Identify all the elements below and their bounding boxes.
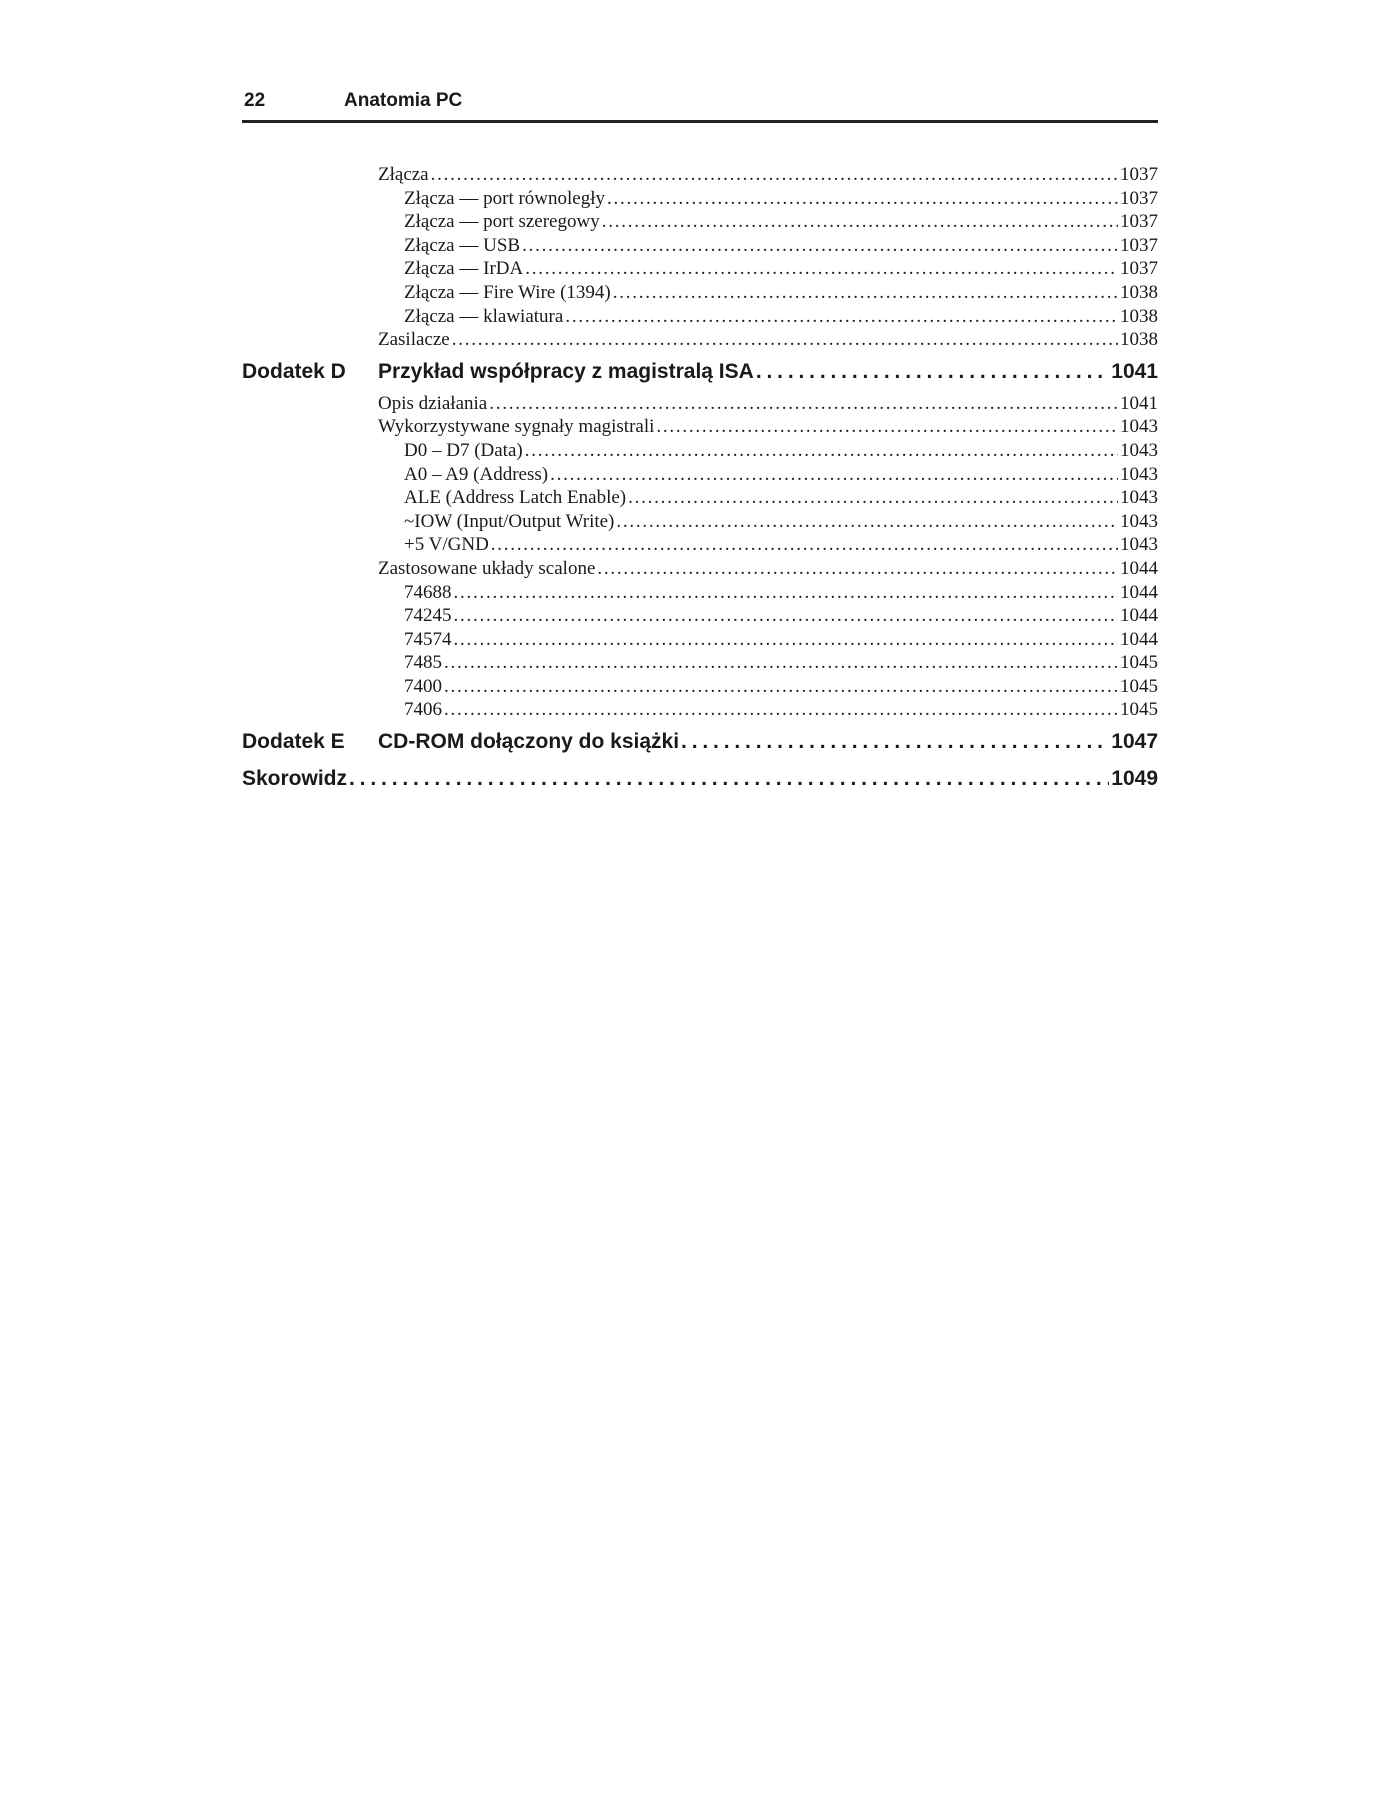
toc-index[interactable] xyxy=(242,762,1158,796)
toc-entry-page-number: 1043 xyxy=(1120,487,1158,509)
toc-entry-page-number: 1041 xyxy=(1120,392,1158,414)
toc-entry-page-number: 1043 xyxy=(1120,463,1158,485)
dot-leader xyxy=(454,604,1119,628)
dot-leader xyxy=(607,187,1118,211)
toc-entry-page-number: 1043 xyxy=(1120,510,1158,532)
toc-entry[interactable] xyxy=(378,328,1158,352)
toc-entry-title: 7400 xyxy=(404,675,442,697)
toc-appendix-e[interactable] xyxy=(242,722,1158,762)
toc-entry[interactable] xyxy=(378,392,1158,416)
dot-leader xyxy=(616,510,1118,534)
appendix-page-number: 1041 xyxy=(1111,359,1158,383)
toc-entry-page-number: 1038 xyxy=(1120,281,1158,303)
toc-entry-page-number: 1044 xyxy=(1120,628,1158,650)
appendix-title: Przykład współpracy z magistralą ISA xyxy=(378,359,754,383)
index-title: Skorowidz xyxy=(242,767,348,791)
toc-entry-title: Wykorzystywane sygnały magistrali xyxy=(378,416,655,438)
toc-entry[interactable] xyxy=(404,305,1158,329)
toc-entry-title: Złącza — IrDA xyxy=(404,258,524,280)
toc-entry-page-number: 1045 xyxy=(1120,699,1158,721)
toc-entry-page-number: 1037 xyxy=(1120,211,1158,233)
dot-leader xyxy=(349,762,1109,796)
toc-entry-title: Zastosowane układy scalone xyxy=(378,557,596,579)
toc-entry-title: Zasilacze xyxy=(378,329,450,351)
dot-leader xyxy=(525,257,1118,281)
dot-leader xyxy=(454,581,1119,605)
toc-entry-title: D0 – D7 (Data) xyxy=(404,439,523,461)
index-page-number: 1049 xyxy=(1111,767,1158,791)
toc-entry-title: 74688 xyxy=(404,581,452,603)
table-of-contents xyxy=(242,163,1158,796)
appendix-page-number: 1047 xyxy=(1111,730,1158,754)
toc-entry-page-number: 1043 xyxy=(1120,534,1158,556)
toc-entry[interactable] xyxy=(404,234,1158,258)
toc-entry-page-number: 1043 xyxy=(1120,416,1158,438)
toc-group-connectors xyxy=(242,163,1158,352)
dot-leader xyxy=(565,305,1118,329)
appendix-title: CD-ROM dołączony do książki xyxy=(378,730,680,754)
toc-entry[interactable] xyxy=(404,281,1158,305)
dot-leader xyxy=(613,281,1118,305)
toc-entry[interactable] xyxy=(404,257,1158,281)
toc-entry-page-number: 1044 xyxy=(1120,557,1158,579)
toc-entry-title: Złącza — USB xyxy=(404,234,521,256)
toc-group-isa xyxy=(242,392,1158,722)
page-number: 22 xyxy=(244,90,266,111)
appendix-label: Dodatek D xyxy=(242,359,346,383)
dot-leader xyxy=(489,392,1118,416)
toc-entry[interactable] xyxy=(404,675,1158,699)
toc-entry-page-number: 1037 xyxy=(1120,258,1158,280)
toc-entry[interactable] xyxy=(404,698,1158,722)
book-title: Anatomia PC xyxy=(344,90,463,111)
dot-leader xyxy=(525,439,1118,463)
toc-entry[interactable] xyxy=(404,187,1158,211)
toc-entry-page-number: 1045 xyxy=(1120,675,1158,697)
toc-entry-title: Złącza — port szeregowy xyxy=(404,211,600,233)
dot-leader xyxy=(491,533,1118,557)
toc-entry[interactable] xyxy=(404,486,1158,510)
toc-entry-title: A0 – A9 (Address) xyxy=(404,463,549,485)
toc-entry-title: +5 V/GND xyxy=(404,534,489,556)
toc-entry-page-number: 1043 xyxy=(1120,439,1158,461)
dot-leader xyxy=(550,463,1118,487)
toc-entry[interactable] xyxy=(378,163,1158,187)
toc-entry-title: ALE (Address Latch Enable) xyxy=(404,487,627,509)
toc-entry-page-number: 1037 xyxy=(1120,234,1158,256)
toc-entry[interactable] xyxy=(378,557,1158,581)
dot-leader xyxy=(597,557,1118,581)
toc-entry-page-number: 1037 xyxy=(1120,187,1158,209)
appendix-label: Dodatek E xyxy=(242,730,345,754)
toc-entry-title: Złącza — klawiatura xyxy=(404,305,564,327)
toc-entry-title: Opis działania xyxy=(378,392,488,414)
dot-leader xyxy=(444,651,1118,675)
toc-entry-page-number: 1037 xyxy=(1120,164,1158,185)
toc-entry-title: Złącza xyxy=(378,164,429,185)
dot-leader xyxy=(454,628,1119,652)
toc-entry-title: 74574 xyxy=(404,628,452,650)
running-header xyxy=(242,88,1158,123)
toc-entry-title: 74245 xyxy=(404,605,452,627)
toc-entry[interactable] xyxy=(404,604,1158,628)
toc-entry[interactable] xyxy=(404,439,1158,463)
toc-entry[interactable] xyxy=(404,651,1158,675)
toc-entry[interactable] xyxy=(404,463,1158,487)
toc-entry[interactable] xyxy=(404,581,1158,605)
dot-leader xyxy=(444,698,1118,722)
dot-leader xyxy=(444,675,1118,699)
dot-leader xyxy=(452,328,1118,352)
dot-leader xyxy=(522,234,1118,258)
toc-entry-page-number: 1038 xyxy=(1120,305,1158,327)
toc-entry[interactable] xyxy=(404,533,1158,557)
toc-entry-title: 7406 xyxy=(404,699,442,721)
toc-entry-title: Złącza — port równoległy xyxy=(404,187,606,209)
toc-entry[interactable] xyxy=(404,210,1158,234)
toc-entry-page-number: 1045 xyxy=(1120,652,1158,674)
toc-entry-page-number: 1038 xyxy=(1120,329,1158,351)
toc-entry[interactable] xyxy=(404,510,1158,534)
toc-entry-title: 7485 xyxy=(404,652,442,674)
toc-entry-page-number: 1044 xyxy=(1120,581,1158,603)
toc-entry-title: Złącza — Fire Wire (1394) xyxy=(404,281,611,303)
toc-appendix-d[interactable] xyxy=(242,352,1158,392)
dot-leader xyxy=(431,163,1118,187)
dot-leader xyxy=(681,722,1109,762)
dot-leader xyxy=(602,210,1118,234)
toc-entry-title: ~IOW (Input/Output Write) xyxy=(404,510,615,532)
toc-entry[interactable] xyxy=(404,628,1158,652)
toc-entry[interactable] xyxy=(378,415,1158,439)
dot-leader xyxy=(756,352,1109,392)
dot-leader xyxy=(628,486,1118,510)
toc-entry-page-number: 1044 xyxy=(1120,605,1158,627)
dot-leader xyxy=(656,415,1118,439)
